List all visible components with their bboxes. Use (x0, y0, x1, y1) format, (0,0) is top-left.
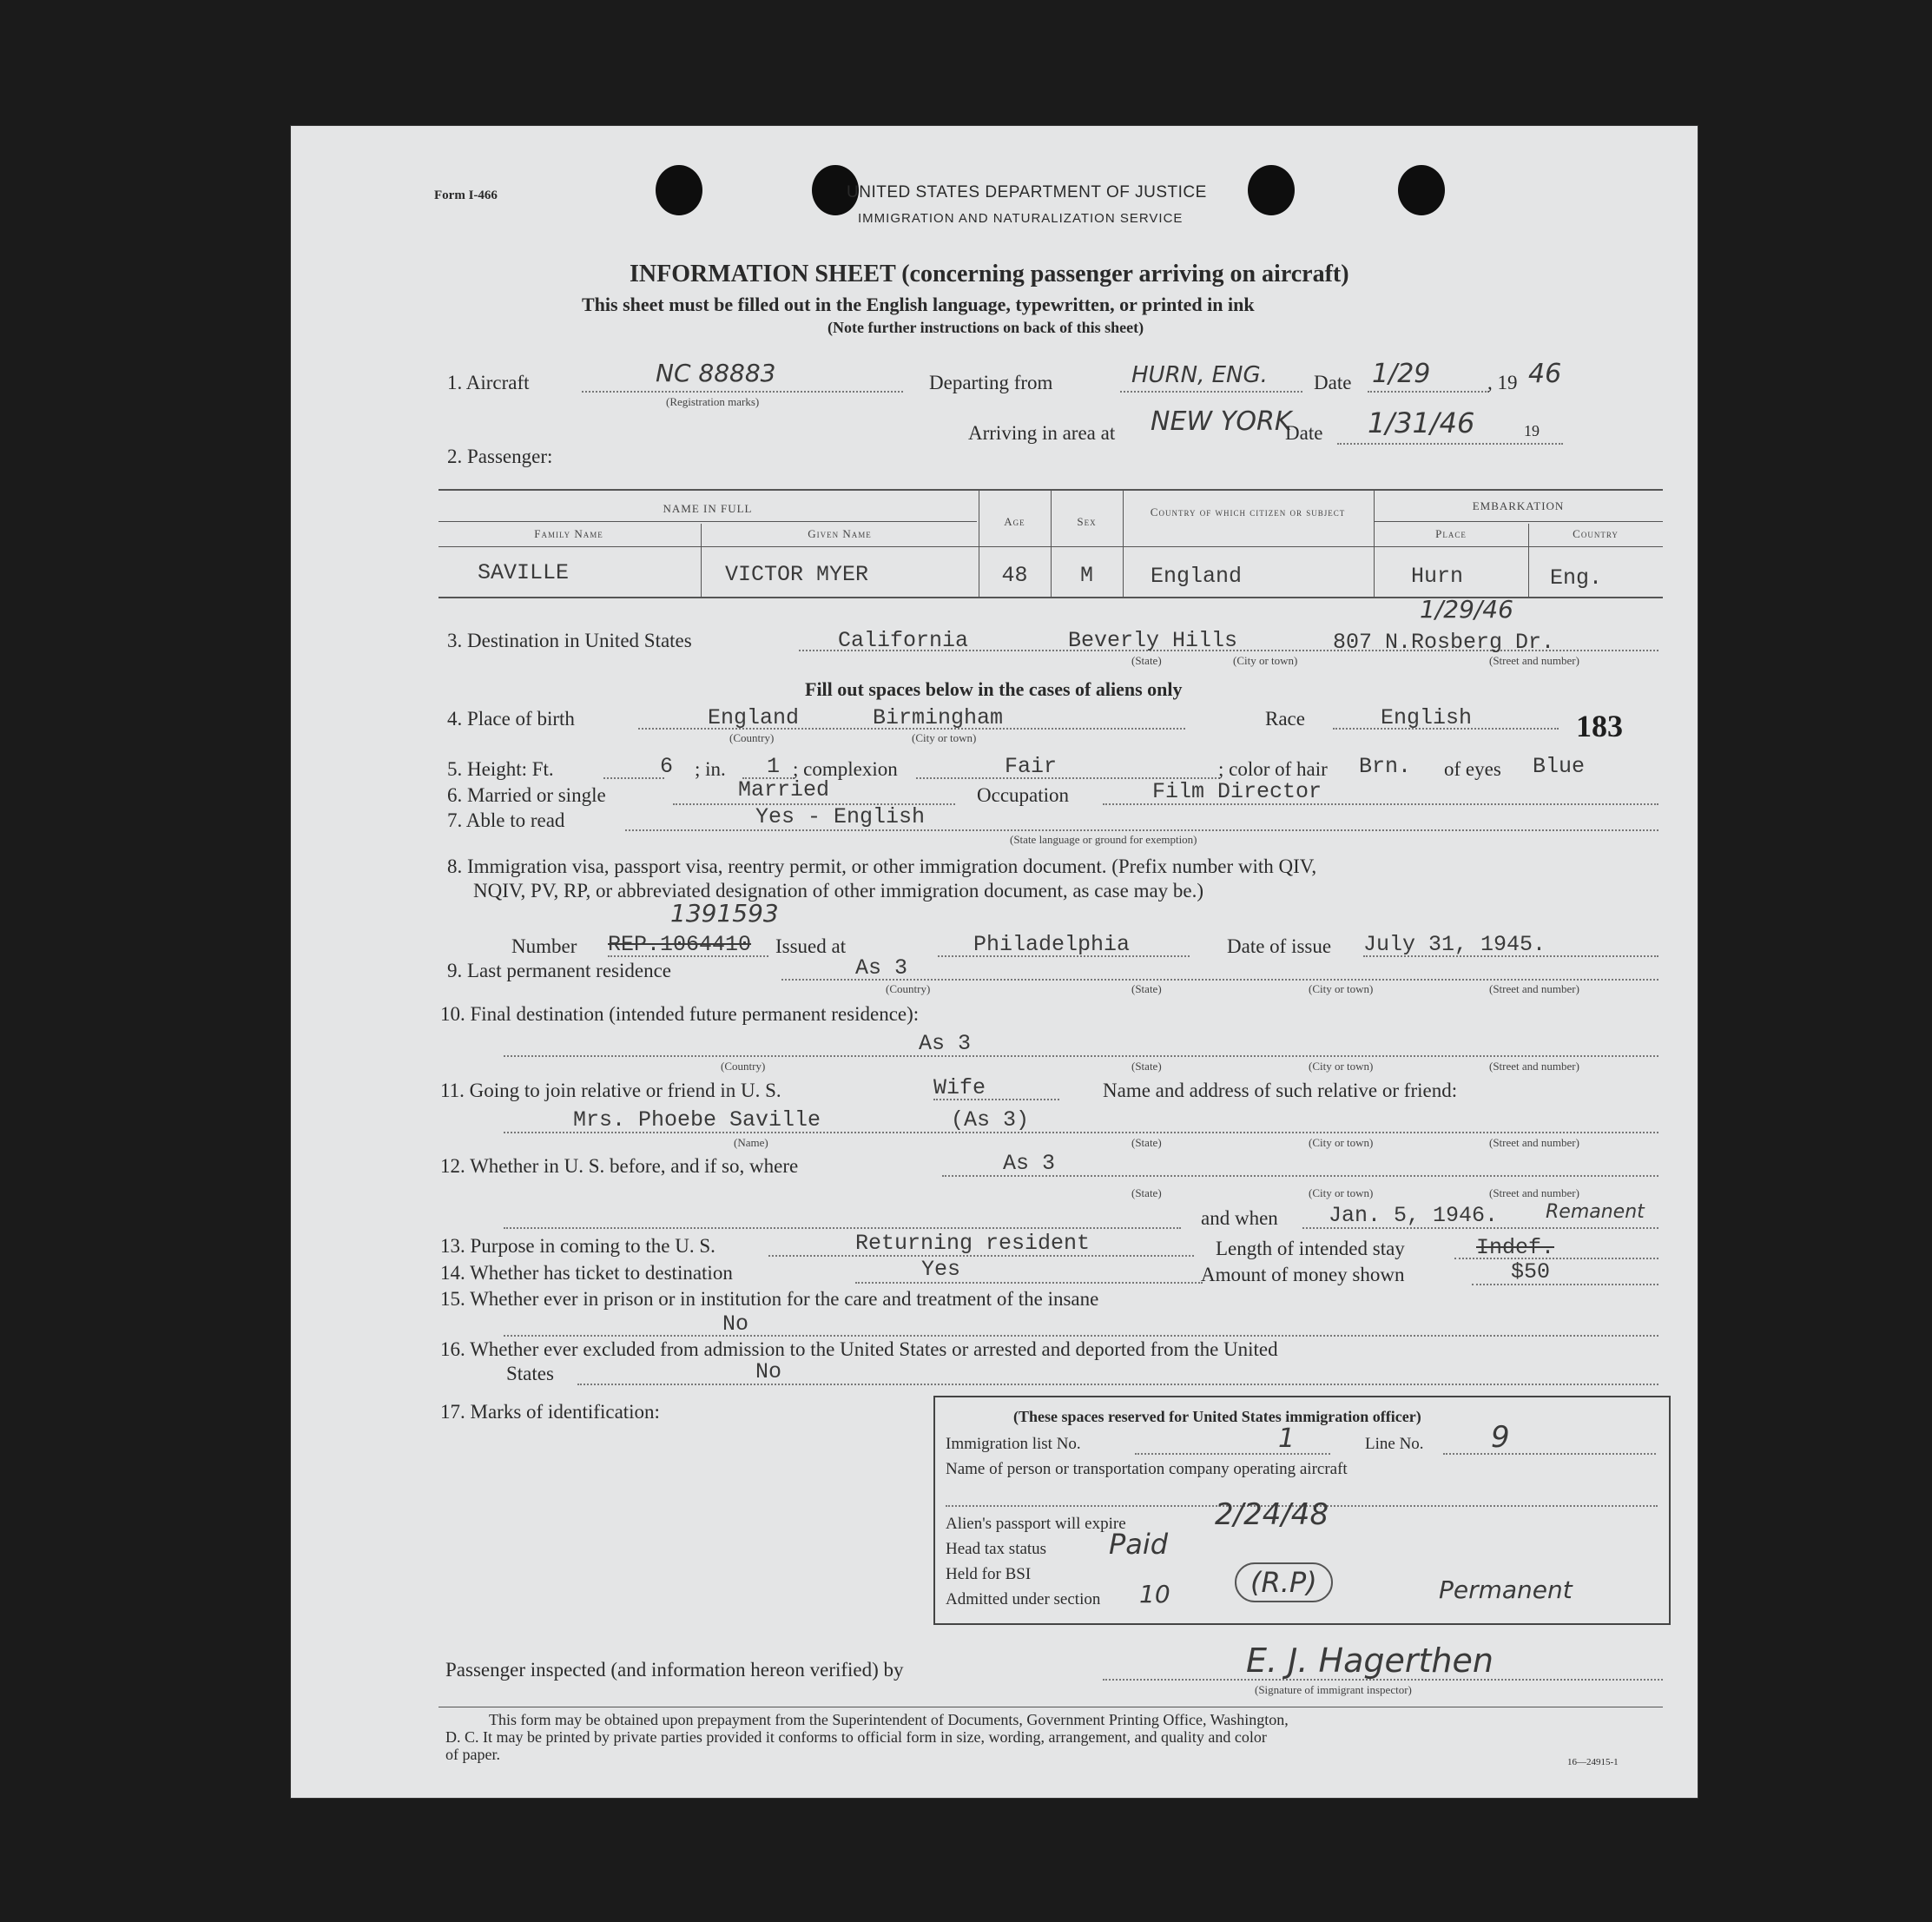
arriving-value: NEW YORK (1151, 406, 1292, 437)
relative-address-value: (As 3) (951, 1107, 1030, 1133)
relative-name-caption: (Name) (734, 1136, 768, 1149)
race-value: English (1381, 705, 1473, 730)
previous-us-state-caption: (State) (1131, 1186, 1162, 1199)
ticket-label: 14. Whether has ticket to destination (440, 1262, 733, 1284)
eye-color-label: of eyes (1444, 758, 1501, 780)
age-value: 48 (1001, 563, 1028, 588)
occupation-label: Occupation (977, 784, 1070, 806)
admitted-section-label: Admitted under section (946, 1590, 1101, 1608)
complexion-value: Fair (1005, 754, 1058, 779)
height-inches-label: ; in. (695, 758, 726, 780)
line-number-label: Line No. (1365, 1435, 1424, 1453)
officer-box-heading: (These spaces reserved for United States immigration officer) (1013, 1408, 1421, 1425)
held-bsi-label: Held for BSI (946, 1565, 1032, 1583)
head-tax-value: Paid (1109, 1528, 1169, 1561)
aircraft-label: 1. Aircraft (447, 372, 530, 393)
departing-label: Departing from (929, 372, 1053, 393)
document-instruction-2: NQIV, PV, RP, or abbreviated designation of other immigration document, as case may be.) (473, 880, 1204, 902)
admitted-section-value: 10 (1139, 1580, 1170, 1608)
place-header: Place (1435, 527, 1467, 540)
passenger-label: 2. Passenger: (447, 446, 553, 467)
money-value: $50 (1511, 1259, 1551, 1285)
immigration-list-value: 1 (1278, 1423, 1296, 1454)
money-label: Amount of money shown (1201, 1264, 1405, 1285)
able-to-read-label: 7. Able to read (447, 809, 565, 831)
document-number-value: REP.1064410 (608, 932, 752, 957)
company-label: Name of person or transportation company operating aircraft (946, 1460, 1348, 1478)
ticket-value: Yes (921, 1257, 961, 1282)
last-residence-street-caption: (Street and number) (1489, 982, 1579, 995)
issued-at-label: Issued at (775, 935, 847, 957)
marital-status-label: 6. Married or single (447, 784, 606, 806)
family-name-header: Family Name (534, 527, 603, 540)
footer-line-2: D. C. It may be printed by private parties provided it conforms to official form in size, wording, arrangement, and quality and color (445, 1728, 1267, 1746)
occupation-value: Film Director (1152, 779, 1322, 804)
punch-hole-4 (1398, 165, 1445, 215)
document-number-handwritten: 1391593 (670, 899, 779, 928)
relative-name-value: Mrs. Phoebe Saville (573, 1107, 821, 1133)
form-sheet (291, 126, 1698, 1798)
year-prefix: , 19 (1487, 372, 1518, 393)
purpose-label: 13. Purpose in coming to the U. S. (440, 1235, 715, 1257)
hair-color-label: ; color of hair (1218, 758, 1328, 780)
punch-hole-1 (656, 165, 702, 215)
registration-caption: (Registration marks) (666, 395, 760, 408)
able-to-read-value: Yes - English (755, 804, 926, 829)
destination-street-caption: (Street and number) (1489, 654, 1579, 667)
final-destination-label: 10. Final destination (intended future permanent residence): (440, 1003, 920, 1025)
issue-date-value: July 31, 1945. (1363, 932, 1546, 957)
date-label: Date (1314, 372, 1352, 393)
final-destination-value: As 3 (919, 1031, 972, 1056)
previous-us-label: 12. Whether in U. S. before, and if so, where (440, 1155, 799, 1177)
destination-city: Beverly Hills (1068, 628, 1238, 653)
previous-us-when-label: and when (1201, 1207, 1278, 1229)
arriving-label: Arriving in area at (968, 422, 1116, 444)
form-title: INFORMATION SHEET (concerning passenger arriving on aircraft) (630, 261, 1349, 287)
footer-line-3: of paper. (445, 1746, 500, 1763)
previous-us-street-caption: (Street and number) (1489, 1186, 1579, 1199)
last-residence-label: 9. Last permanent residence (447, 960, 671, 981)
excluded-label-1: 16. Whether ever excluded from admission to the United States or arrested and deported from the United (440, 1338, 1278, 1360)
admitted-section-class: (R.P) (1235, 1562, 1333, 1602)
previous-us-value: As 3 (1003, 1151, 1056, 1176)
name-in-full-header: NAME IN FULL (663, 502, 753, 515)
name-address-label: Name and address of such relative or friend: (1103, 1080, 1458, 1101)
destination-state-caption: (State) (1131, 654, 1162, 667)
stay-length-label: Length of intended stay (1216, 1238, 1405, 1259)
birthplace-label: 4. Place of birth (447, 708, 575, 730)
inspected-by-label: Passenger inspected (and information hereon verified) by (445, 1659, 904, 1681)
relation-value: Wife (933, 1075, 986, 1100)
departure-year: 46 (1528, 359, 1562, 389)
height-inches: 1 (767, 754, 781, 779)
document-number-label: Number (511, 935, 577, 957)
final-destination-street-caption: (Street and number) (1489, 1060, 1579, 1073)
last-residence-country-caption: (Country) (886, 982, 931, 995)
officer-box (933, 1396, 1671, 1625)
birth-city: Birmingham (873, 705, 1004, 730)
form-number: Form I-466 (434, 188, 498, 202)
emb-country-header: Country (1573, 527, 1619, 540)
sex-header: Sex (1077, 515, 1097, 528)
last-residence-city-caption: (City or town) (1309, 982, 1374, 995)
given-name-value: VICTOR MYER (725, 562, 869, 587)
inspector-signature: E. J. Hagerthen (1246, 1641, 1494, 1680)
last-residence-value: As 3 (855, 955, 908, 981)
citizen-country-header: Country of which citizen or subject (1150, 505, 1346, 518)
eye-color-value: Blue (1533, 754, 1586, 779)
height-label: 5. Height: Ft. (447, 758, 554, 780)
passport-expiry-label: Alien's passport will expire (946, 1515, 1126, 1533)
given-name-header: Given Name (808, 527, 872, 540)
birth-city-caption: (City or town) (912, 731, 977, 744)
prison-value: No (722, 1311, 749, 1337)
relative-state-caption: (State) (1131, 1136, 1162, 1149)
head-tax-label: Head tax status (946, 1540, 1047, 1558)
instruction-line-2: (Note further instructions on back of this sheet) (828, 319, 1144, 336)
destination-city-caption: (City or town) (1233, 654, 1298, 667)
arrival-date: 1/31/46 (1368, 406, 1475, 439)
purpose-value: Returning resident (855, 1231, 1091, 1256)
embarkation-country-value: Eng. (1550, 565, 1603, 591)
complexion-label: ; complexion (793, 758, 898, 780)
family-name-value: SAVILLE (478, 560, 570, 585)
agency-name: UNITED STATES DEPARTMENT OF JUSTICE (847, 183, 1207, 201)
age-header: Age (1004, 515, 1025, 528)
destination-label: 3. Destination in United States (447, 630, 692, 651)
arrival-date-label: Date (1285, 422, 1323, 444)
final-destination-country-caption: (Country) (721, 1060, 766, 1073)
instruction-line-1: This sheet must be filled out in the English language, typewritten, or printed in ink (582, 294, 1255, 315)
admitted-section-note: Permanent (1439, 1575, 1573, 1604)
service-name: IMMIGRATION AND NATURALIZATION SERVICE (858, 211, 1184, 226)
document-instruction-1: 8. Immigration visa, passport visa, reentry permit, or other immigration document. (Prefix number with QIV, (447, 855, 1317, 877)
departing-value: HURN, ENG. (1131, 362, 1268, 388)
excluded-label-2: States (506, 1363, 554, 1384)
able-to-read-caption: (State language or ground for exemption) (1010, 833, 1197, 846)
last-residence-state-caption: (State) (1131, 982, 1162, 995)
race-label: Race (1265, 708, 1305, 730)
previous-us-when-value: Jan. 5, 1946. (1329, 1203, 1499, 1228)
departure-date: 1/29 (1372, 359, 1431, 389)
punch-hole-3 (1248, 165, 1295, 215)
destination-annotation: 1/29/46 (1420, 595, 1513, 624)
citizen-country-value: England (1151, 564, 1243, 589)
prison-label: 15. Whether ever in prison or in institution for the care and treatment of the insane (440, 1288, 1099, 1310)
marks-label: 17. Marks of identification: (440, 1401, 660, 1423)
aliens-only-heading: Fill out spaces below in the cases of aliens only (805, 678, 1183, 700)
marital-status-value: Married (738, 777, 830, 802)
stay-length-value: Indef. (1476, 1235, 1555, 1260)
height-feet: 6 (660, 754, 674, 779)
destination-state: California (838, 628, 969, 653)
previous-us-hand-note: Remanent (1546, 1201, 1645, 1223)
excluded-value: No (755, 1359, 782, 1384)
relative-city-caption: (City or town) (1309, 1136, 1374, 1149)
final-destination-city-caption: (City or town) (1309, 1060, 1374, 1073)
embarkation-place-value: Hurn (1411, 564, 1464, 589)
passport-expiry-value: 2/24/48 (1215, 1497, 1329, 1532)
issued-at-value: Philadelphia (973, 932, 1131, 957)
issue-date-label: Date of issue (1227, 935, 1332, 957)
hair-color-value: Brn. (1359, 754, 1412, 779)
birth-country: England (708, 705, 800, 730)
final-destination-state-caption: (State) (1131, 1060, 1162, 1073)
destination-street: 807 N.Rosberg Dr. (1333, 630, 1555, 655)
relative-street-caption: (Street and number) (1489, 1136, 1579, 1149)
footer-line-1: This form may be obtained upon prepayment from the Superintendent of Documents, Government Printing Office, Washington, (489, 1711, 1289, 1728)
print-code: 16—24915-1 (1567, 1757, 1619, 1767)
join-relative-label: 11. Going to join relative or friend in U. S. (440, 1080, 781, 1101)
aircraft-value: NC 88883 (656, 359, 776, 387)
previous-us-city-caption: (City or town) (1309, 1186, 1374, 1199)
line-number-value: 9 (1491, 1420, 1510, 1455)
signature-caption: (Signature of immigrant inspector) (1255, 1683, 1412, 1696)
stamp-number: 183 (1576, 709, 1623, 743)
embarkation-header: EMBARKATION (1472, 499, 1565, 512)
sex-value: M (1079, 563, 1093, 588)
arrival-year-prefix: 19 (1524, 422, 1540, 439)
birth-country-caption: (Country) (729, 731, 775, 744)
immigration-list-label: Immigration list No. (946, 1435, 1081, 1453)
